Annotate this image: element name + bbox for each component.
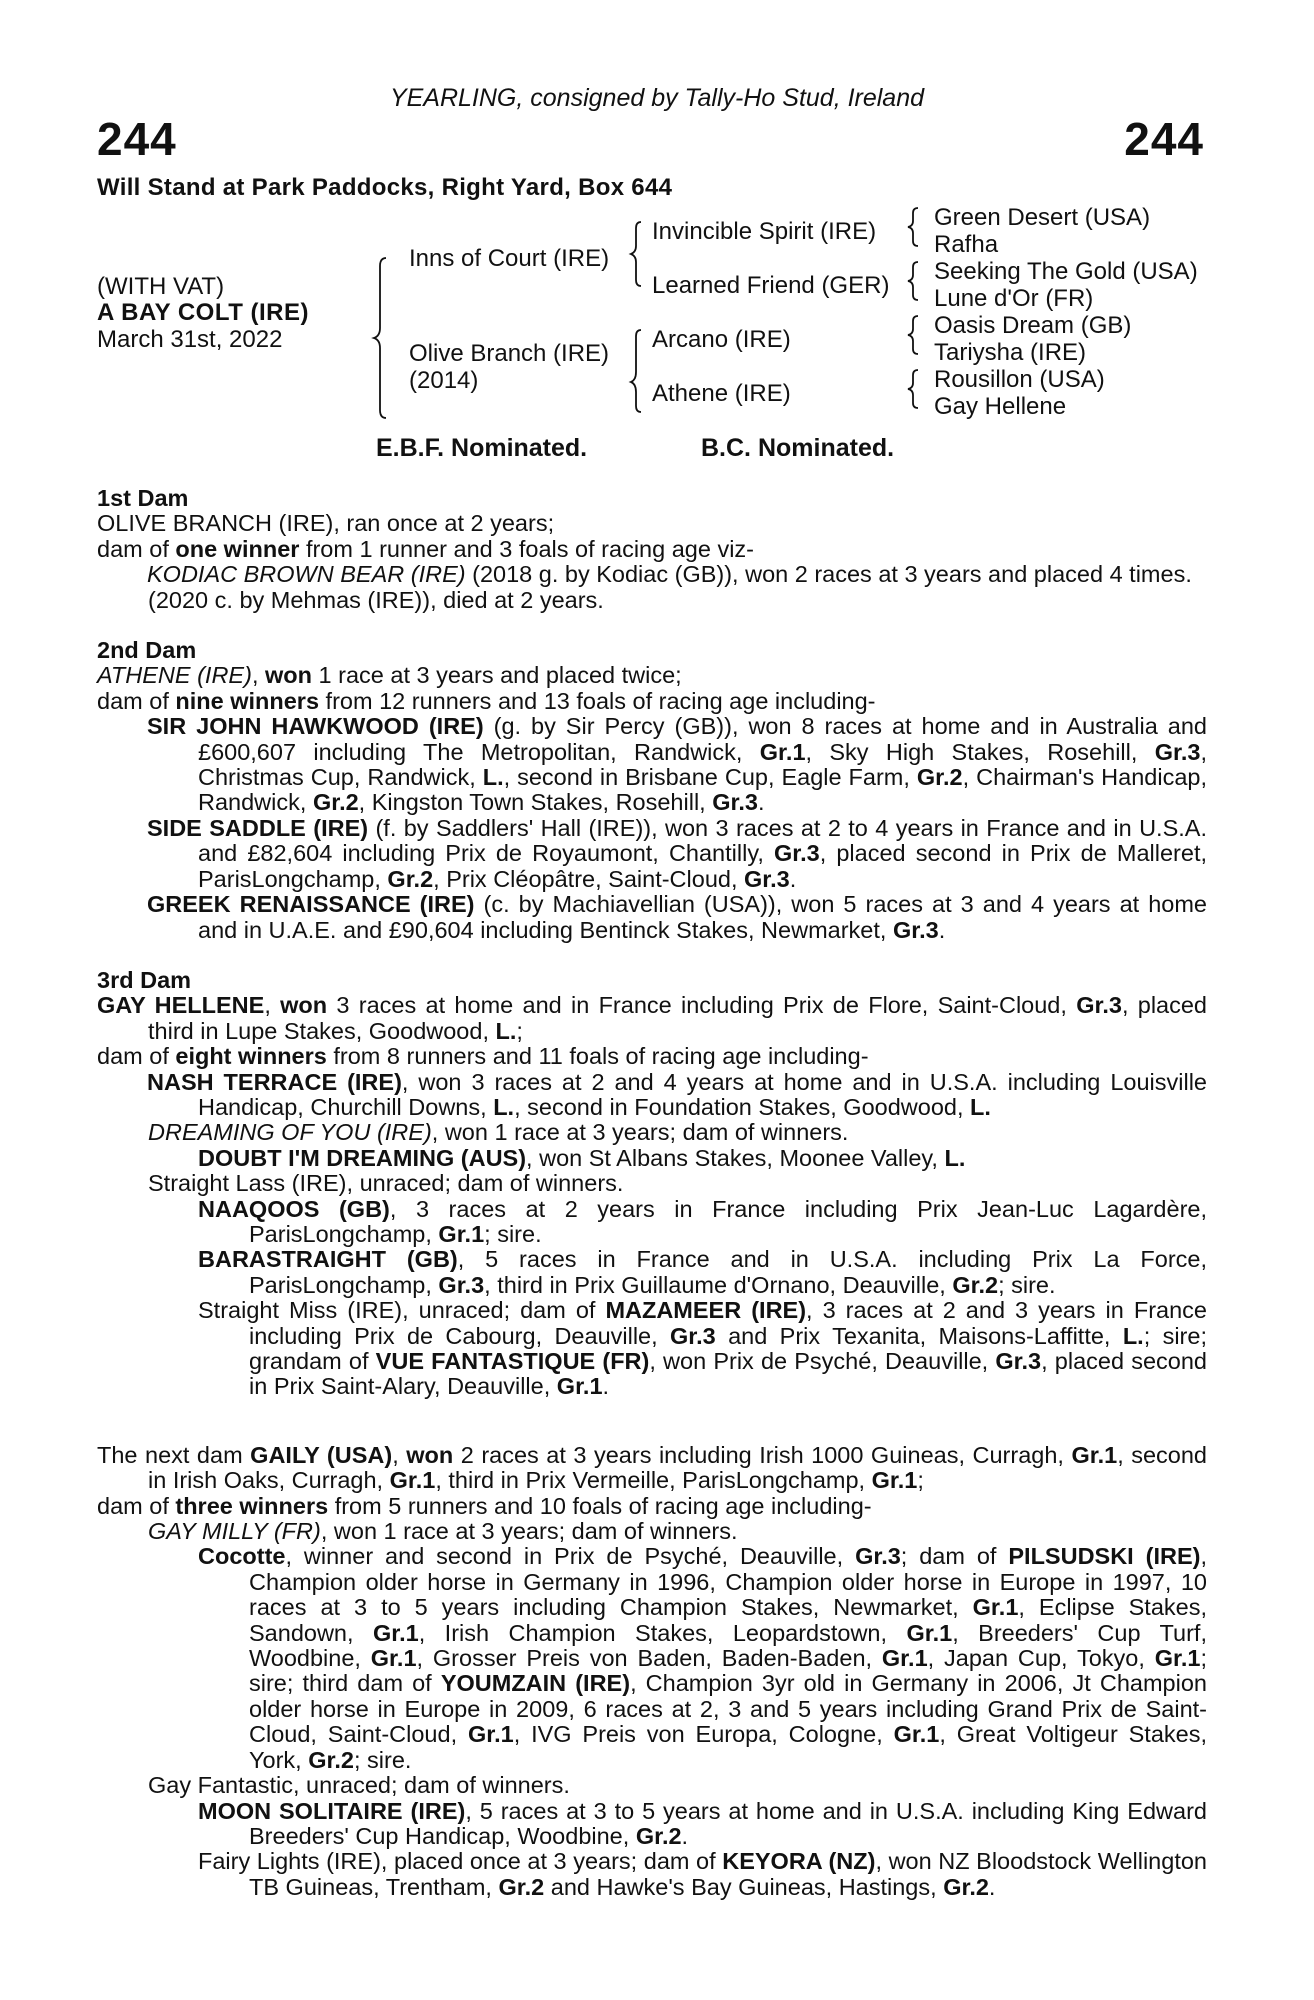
lot-number-right: 244 xyxy=(1124,113,1204,165)
g-sire-dam-sire: Seeking The Gold (USA) xyxy=(934,258,1198,285)
next-dam-grandproduce-1: Cocotte, winner and second in Prix de Psyché, Deauville, Gr.3; dam of PILSUDSKI (IRE), Champion older horse in Germany in 1996, Champion older horse in Europe in 1997, 10 races at 3 to 5 years including Champion Stakes, Newmarket, Gr.1, Eclipse Stakes, Sandown, Gr.1, Irish Champion Stakes, Leopardstown, Gr.1, Breeders' Cup Turf, Woodbine, Gr.1, Grosser Preis von Baden, Baden-Baden, Gr.1, Japan Cup, Tokyo, Gr.1; sire; third dam of YOUMZAIN (IRE), Champion 3yr old in Germany in 2006, Jt Champion older horse in Europe in 2009, 6 races at 2, 3 and 5 years including Grand Prix de Saint-Cloud, Saint-Cloud, Gr.1, IVG Preis von Europa, Cologne, Gr.1, Great Voltigeur Stakes, York, Gr.2; sire. xyxy=(198,1543,1208,1773)
horse-name: A BAY COLT (IRE) xyxy=(97,299,310,326)
ebf-nomination: E.B.F. Nominated. xyxy=(376,434,588,462)
third-dam-line-2: dam of eight winners from 8 runners and 11 foals of racing age including- xyxy=(97,1043,869,1070)
second-dam-produce-3: GREEK RENAISSANCE (IRE) (c. by Machiavellian (USA)), won 5 races at 3 and 4 years at home and in U.A.E. and £90,604 including Bentinck Stakes, Newmarket, Gr.3. xyxy=(147,891,1207,943)
third-dam-produce-1: NASH TERRACE (IRE), won 3 races at 2 and 4 years at home and in U.S.A. including Louisville Handicap, Churchill Downs, L., second in Foundation Stakes, Goodwood, L. xyxy=(147,1068,1207,1120)
stand-location: Will Stand at Park Paddocks, Right Yard, Box 644 xyxy=(97,174,673,201)
bc-nomination: B.C. Nominated. xyxy=(701,434,895,462)
next-dam-grandproduce-2: MOON SOLITAIRE (IRE), 5 races at 3 to 5 years at home and in U.S.A. including King Edward Breeders' Cup Handicap, Woodbine, Gr.2. xyxy=(198,1797,1207,1849)
g-dam-sire-sire: Oasis Dream (GB) xyxy=(934,312,1132,339)
foaling-date: March 31st, 2022 xyxy=(97,326,283,353)
next-dam-line-2: dam of three winners from 5 runners and 10 foals of racing age including- xyxy=(97,1492,872,1519)
brace-main xyxy=(374,258,386,418)
sire-name: Inns of Court (IRE) xyxy=(409,245,610,272)
third-dam-grandproduce-2: NAAQOOS (GB), 3 races at 2 years in France including Prix Jean-Luc Lagardère, ParisLongchamp, Gr.1; sire. xyxy=(198,1195,1207,1247)
third-dam-produce-3: Straight Lass (IRE), unraced; dam of winners. xyxy=(148,1170,624,1197)
next-dam-grandproduce-3: Fairy Lights (IRE), placed once at 3 years; dam of KEYORA (NZ), won NZ Bloodstock Wellington TB Guineas, Trentham, Gr.2 and Hawke's Bay Guineas, Hastings, Gr.2. xyxy=(198,1848,1207,1900)
third-dam-produce-2: DREAMING OF YOU (IRE), won 1 race at 3 years; dam of winners. xyxy=(148,1119,849,1146)
brace-sire xyxy=(631,222,641,286)
sire-sire: Invincible Spirit (IRE) xyxy=(652,218,877,245)
brace-g12 xyxy=(908,208,918,246)
second-dam-produce-2: SIDE SADDLE (IRE) (f. by Saddlers' Hall (IRE)), won 3 races at 2 to 4 years in France and in U.S.A. and £82,604 including Prix de Royaumont, Chantilly, Gr.3, placed second in Prix de Malleret, ParisLongchamp, Gr.2, Prix Cléopâtre, Saint-Cloud, Gr.3. xyxy=(147,814,1208,892)
g-dam-dam-sire: Rousillon (USA) xyxy=(934,366,1105,393)
first-dam-line-2: dam of one winner from 1 runner and 3 foals of racing age viz- xyxy=(97,535,754,562)
next-dam-line-1: The next dam GAILY (USA), won 2 races at 3 years including Irish 1000 Guineas, Curragh, Gr.1, second in Irish Oaks, Curragh, Gr.1, third in Prix Vermeille, ParisLongchamp, Gr.1; xyxy=(97,1441,1208,1494)
third-dam-heading: 3rd Dam xyxy=(97,966,192,993)
g-sire-sire-dam: Rafha xyxy=(934,231,999,258)
dam-sire: Arcano (IRE) xyxy=(652,326,791,353)
vat-note: (WITH VAT) xyxy=(97,273,225,300)
next-dam-produce-1: GAY MILLY (FR), won 1 race at 3 years; dam of winners. xyxy=(148,1518,738,1545)
third-dam-grandproduce-1: DOUBT I'M DREAMING (AUS), won St Albans Stakes, Moonee Valley, L. xyxy=(198,1144,966,1171)
brace-g34 xyxy=(908,262,918,300)
third-dam-grandproduce-3: BARASTRAIGHT (GB), 5 races in France and in U.S.A. including Prix La Force, ParisLongchamp, Gr.3, third in Prix Guillaume d'Ornano, Deauville, Gr.2; sire. xyxy=(198,1246,1207,1298)
first-dam-foal-1: KODIAC BROWN BEAR (IRE) (2018 g. by Kodiac (GB)), won 2 races at 3 years and placed 4 times. xyxy=(147,561,1192,588)
brace-g78 xyxy=(908,370,918,408)
first-dam-foal-2: (2020 c. by Mehmas (IRE)), died at 2 years. xyxy=(148,586,604,613)
lot-number-left: 244 xyxy=(97,113,177,165)
g-sire-dam-dam: Lune d'Or (FR) xyxy=(934,285,1094,312)
dam-name: Olive Branch (IRE) xyxy=(409,340,610,367)
dam-year: (2014) xyxy=(409,367,479,394)
second-dam-heading: 2nd Dam xyxy=(97,637,197,664)
second-dam-produce-1: SIR JOHN HAWKWOOD (IRE) (g. by Sir Percy (GB)), won 8 races at home and in Australia and £600,607 including The Metropolitan, Randwick, Gr.1, Sky High Stakes, Rosehill, Gr.3, Christmas Cup, Randwick, L., second in Brisbane Cup, Eagle Farm, Gr.2, Chairman's Handicap, Randwick, Gr.2, Kingston Town Stakes, Rosehill, Gr.3. xyxy=(147,713,1207,816)
g-dam-sire-dam: Tariysha (IRE) xyxy=(934,339,1087,366)
consignor-line: YEARLING, consigned by Tally-Ho Stud, Ireland xyxy=(389,84,925,112)
g-dam-dam-dam: Gay Hellene xyxy=(934,393,1067,420)
third-dam-line-1: GAY HELLENE, won 3 races at home and in France including Prix de Flore, Saint-Cloud, Gr.3, placed third in Lupe Stakes, Goodwood, L.; xyxy=(97,992,1208,1044)
g-sire-sire-sire: Green Desert (USA) xyxy=(934,204,1151,231)
first-dam-heading: 1st Dam xyxy=(97,485,189,511)
first-dam-line-1: OLIVE BRANCH (IRE), ran once at 2 years; xyxy=(97,510,555,537)
second-dam-line-1: ATHENE (IRE), won 1 race at 3 years and placed twice; xyxy=(97,662,682,689)
second-dam-line-2: dam of nine winners from 12 runners and 13 foals of racing age including- xyxy=(97,687,876,714)
third-dam-grandproduce-4: Straight Miss (IRE), unraced; dam of MAZAMEER (IRE), 3 races at 2 and 3 years in France including Prix de Cabourg, Deauville, Gr.3 and Prix Texanita, Maisons-Laffitte, L.; sire; grandam of VUE FANTASTIQUE (FR), won Prix de Psyché, Deauville, Gr.3, placed second in Prix Saint-Alary, Deauville, Gr.1. xyxy=(198,1297,1207,1400)
brace-g56 xyxy=(908,316,918,354)
produce-record xyxy=(97,486,1207,1900)
sire-dam: Learned Friend (GER) xyxy=(652,272,890,299)
dam-dam: Athene (IRE) xyxy=(652,380,791,407)
brace-dam xyxy=(631,330,641,412)
next-dam-produce-2: Gay Fantastic, unraced; dam of winners. xyxy=(148,1772,570,1799)
